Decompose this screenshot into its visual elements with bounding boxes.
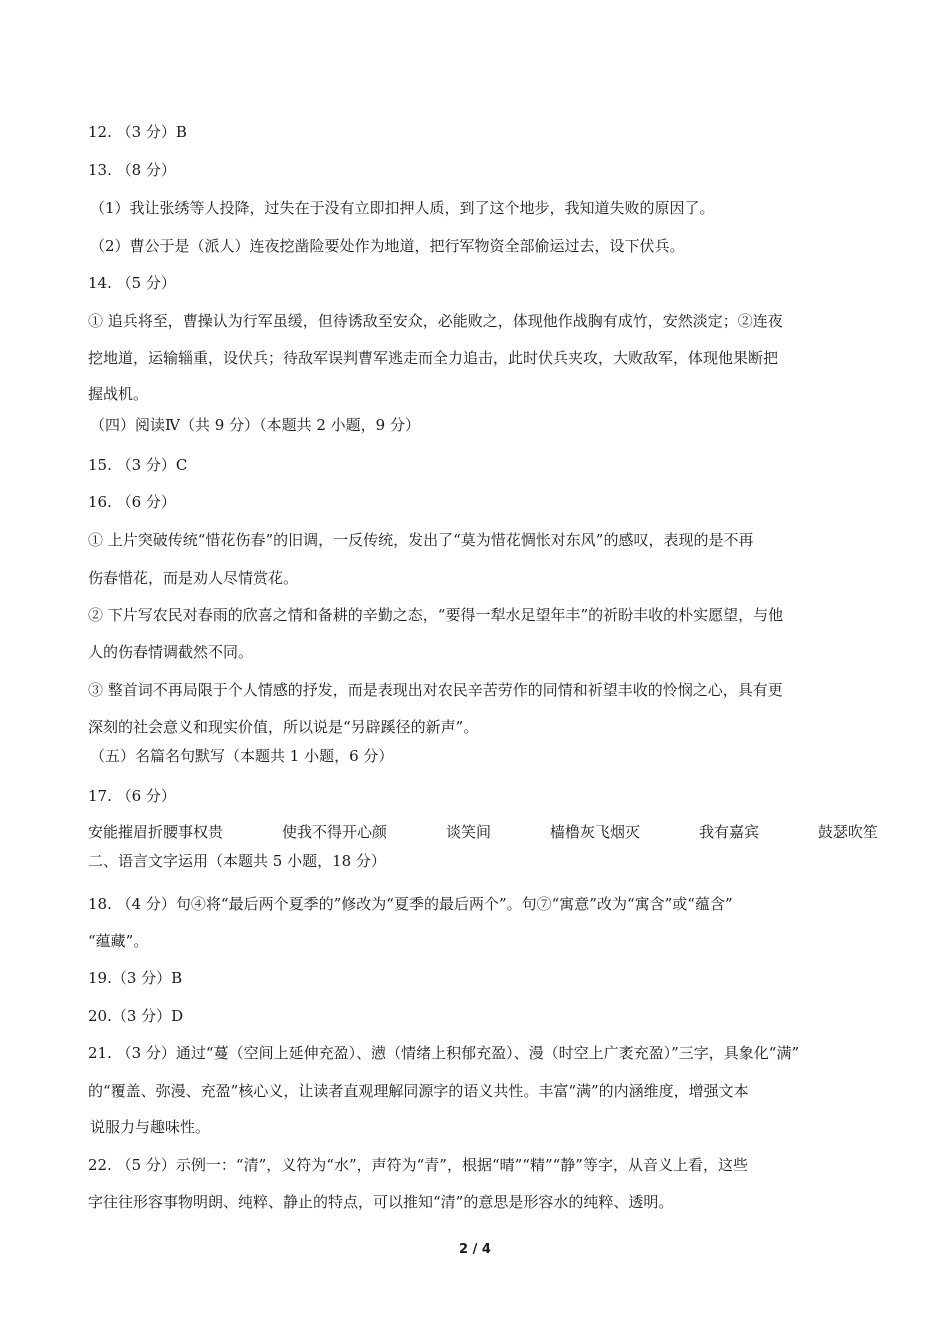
answer-14-line-2: 挖地道，运输辎重，设伏兵；待敌军误判曹军逃走而全力追击，此时伏兵夹攻，大败敌军，体现他果断把	[88, 349, 779, 367]
answer-16-3-line-2: 深刻的社会意义和现实价值，所以说是“另辟蹊径的新声”。	[88, 718, 479, 736]
question-17-header: 17. （6 分）	[88, 787, 176, 805]
answer-16-2-line-2: 人的伤春情调截然不同。	[88, 643, 254, 661]
answer-16-3-line-1: ③ 整首词不再局限于个人情感的抒发，而是表现出对农民辛苦劳作的同情和祈望丰收的怜悯之心，具有更	[88, 681, 783, 699]
question-16-header: 16. （6 分）	[88, 493, 176, 511]
answer-22-line-2: 字往往形容事物明朗、纯粹、静止的特点，可以推知“清”的意思是形容水的纯粹、透明。	[88, 1193, 674, 1211]
answer-21-line-2: 的“覆盖、弥漫、充盈”核心义，让读者直观理解同源字的语义共性。丰富“满”的内涵维度，增强文本	[88, 1082, 749, 1100]
recitation-item: 我有嘉宾	[698, 823, 759, 841]
page-number: 2 / 4	[459, 1242, 491, 1257]
answer-15: 15. （3 分）C	[88, 456, 188, 474]
answer-14-line-3: 握战机。	[88, 385, 149, 403]
answer-18-line-1: 18. （4 分）句④将“最后两个夏季的”修改为“夏季的最后两个”。句⑦“寓意”改为“寓含”或“蕴含”	[88, 895, 733, 913]
recitation-item: 安能摧眉折腰事权贵	[88, 823, 224, 841]
recitation-item: 樯橹灰飞烟灭	[549, 823, 640, 841]
answer-21-line-3: 说服力与趣味性。	[90, 1118, 211, 1136]
recitation-item: 使我不得开心颜	[281, 823, 387, 841]
answer-16-1-line-1: ① 上片突破传统“惜花伤春”的旧调，一反传统，发出了“莫为惜花惆怅对东风”的感叹，表现的是不再	[88, 531, 754, 549]
section-5-heading: （五）名篇名句默写（本题共 1 小题，6 分）	[90, 747, 394, 765]
answer-13-2: （2）曹公于是（派人）连夜挖凿险要处作为地道，把行军物资全部偷运过去，设下伏兵。	[90, 237, 685, 255]
question-13-header: 13. （8 分）	[88, 161, 176, 179]
section-4-heading: （四）阅读Ⅳ（共 9 分）（本题共 2 小题，9 分）	[90, 416, 420, 434]
answer-18-line-2: “蕴藏”。	[88, 932, 149, 950]
section-2-heading: 二、语言文字运用（本题共 5 小题，18 分）	[88, 852, 386, 870]
answer-14-line-1: ① 追兵将至，曹操认为行军虽缓，但待诱敌至安众，必能败之，体现他作战胸有成竹，安然淡定；②连夜	[88, 312, 783, 330]
answer-21-line-1: 21. （3 分）通过“蔓（空间上延伸充盈）、懑（情绪上积郁充盈）、漫（时空上广袤充盈）”三字，具象化“满”	[88, 1044, 800, 1062]
answer-16-2-line-1: ② 下片写农民对春雨的欣喜之情和备耕的辛勤之态，“要得一犁水足望年丰”的祈盼丰收的朴实愿望，与他	[88, 606, 784, 624]
recitation-item: 谈笑间	[445, 823, 491, 841]
question-14-header: 14. （5 分）	[88, 274, 176, 292]
answer-20: 20.（3 分）D	[88, 1007, 184, 1025]
answer-19: 19.（3 分）B	[88, 969, 183, 987]
recitation-answers	[88, 822, 878, 842]
answer-22-line-1: 22. （5 分）示例一：“清”，义符为“水”，声符为“青”，根据“晴”“精”“静”等字，从音义上看，这些	[88, 1156, 748, 1174]
answer-16-1-line-2: 伤春惜花，而是劝人尽情赏花。	[88, 569, 299, 587]
answer-12: 12. （3 分）B	[88, 123, 187, 141]
recitation-item: 鼓瑟吹笙	[817, 823, 878, 841]
answer-13-1: （1）我让张绣等人投降，过失在于没有立即扣押人质，到了这个地步，我知道失败的原因了。	[90, 199, 715, 217]
